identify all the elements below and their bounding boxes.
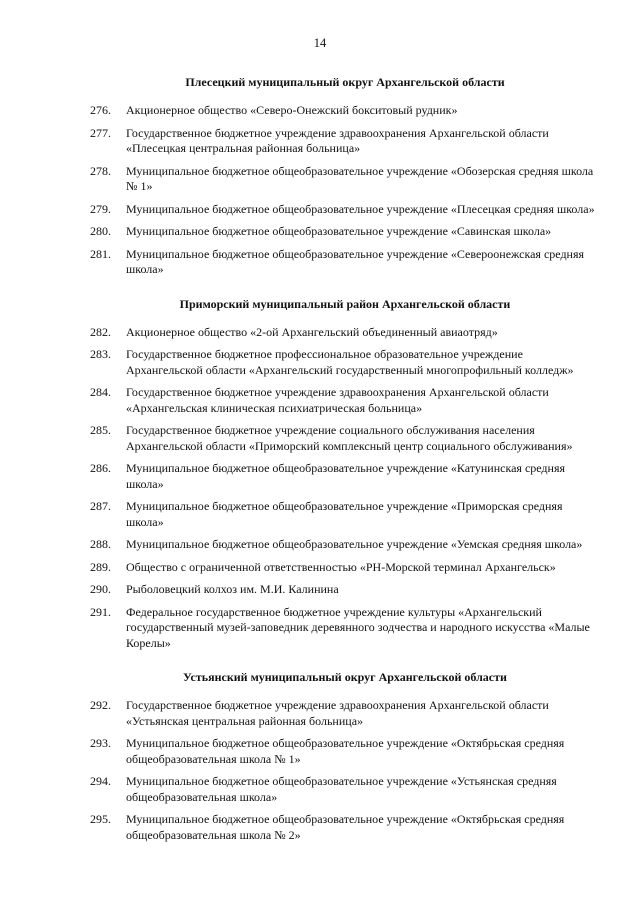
item-number: 285. bbox=[90, 423, 111, 437]
item-text: Федеральное государственное бюджетное учреждение культуры «Архангельский государственный музей-заповедник деревянного зодчества и народного искусства «Малые Корелы» bbox=[126, 604, 590, 650]
item-number: 286. bbox=[90, 461, 111, 475]
item-number: 288. bbox=[90, 537, 111, 551]
section-ustyansky bbox=[90, 669, 600, 843]
list-item bbox=[90, 423, 600, 454]
item-number: 287. bbox=[90, 499, 111, 513]
section-primorsky bbox=[90, 296, 600, 652]
list-item bbox=[90, 224, 600, 240]
item-text: Акционерное общество «2-ой Архангельский объединенный авиаотряд» bbox=[126, 324, 498, 339]
item-text: Государственное бюджетное учреждение здравоохранения Архангельской области «Устьянская центральная районная больница» bbox=[126, 698, 549, 728]
item-number: 279. bbox=[90, 201, 111, 216]
item-number: 290. bbox=[90, 582, 111, 596]
item-number: 293. bbox=[90, 736, 111, 750]
item-number: 276. bbox=[90, 103, 111, 117]
list-item bbox=[90, 537, 600, 553]
item-number: 295. bbox=[90, 812, 111, 826]
document-content bbox=[90, 74, 600, 861]
item-text: Муниципальное бюджетное общеобразовательное учреждение «Уемская средняя школа» bbox=[126, 537, 583, 551]
list-item bbox=[90, 560, 600, 576]
item-text: Муниципальное бюджетное общеобразовательное учреждение «Плесецкая средняя школа» bbox=[126, 201, 595, 216]
item-text: Муниципальное бюджетное общеобразовательное учреждение «Североонежская средняя школа» bbox=[126, 246, 585, 276]
item-text: Рыболовецкий колхоз им. М.И. Калинина bbox=[126, 582, 339, 596]
list-item bbox=[90, 605, 600, 652]
list-item bbox=[90, 202, 600, 218]
list-item bbox=[90, 499, 600, 530]
list-item bbox=[90, 347, 600, 378]
item-text: Муниципальное бюджетное общеобразовательное учреждение «Устьянская средняя общеобразовательная школа» bbox=[126, 774, 557, 804]
section-plesetsk bbox=[90, 74, 600, 278]
list-item bbox=[90, 325, 600, 341]
list-item bbox=[90, 812, 600, 843]
item-number: 283. bbox=[90, 347, 111, 361]
section-heading: Плесецкий муниципальный округ Архангельской области bbox=[185, 75, 505, 89]
item-text: Общество с ограниченной ответственностью «РН-Морской терминал Архангельск» bbox=[126, 559, 556, 574]
item-text: Муниципальное бюджетное общеобразовательное учреждение «Октябрьская средняя общеобразовательная школа № 2» bbox=[126, 812, 565, 842]
list-item bbox=[90, 103, 600, 119]
section-heading: Устьянский муниципальный округ Архангельской области bbox=[183, 670, 507, 684]
page-number: 14 bbox=[313, 36, 327, 50]
section-heading: Приморский муниципальный район Архангельской области bbox=[179, 296, 511, 311]
list-item bbox=[90, 736, 600, 767]
list-item bbox=[90, 774, 600, 805]
item-text: Государственное бюджетное учреждение здравоохранения Архангельской области «Архангельская клиническая психиатрическая больница» bbox=[126, 385, 549, 415]
item-number: 277. bbox=[90, 125, 111, 140]
item-number: 281. bbox=[90, 246, 111, 261]
item-number: 280. bbox=[90, 224, 111, 238]
item-text: Акционерное общество «Северо-Онежский бокситовый рудник» bbox=[126, 103, 458, 117]
item-text: Муниципальное бюджетное общеобразовательное учреждение «Савинская школа» bbox=[126, 224, 552, 238]
list-item bbox=[90, 126, 600, 157]
list-item bbox=[90, 385, 600, 416]
list-item bbox=[90, 582, 600, 598]
list-item bbox=[90, 461, 600, 492]
item-text: Муниципальное бюджетное общеобразовательное учреждение «Октябрьская средняя общеобразовательная школа № 1» bbox=[126, 736, 565, 766]
item-number: 278. bbox=[90, 163, 111, 178]
item-text: Муниципальное бюджетное общеобразовательное учреждение «Катунинская средняя школа» bbox=[126, 461, 566, 491]
item-number: 282. bbox=[90, 324, 111, 339]
item-text: Государственное бюджетное учреждение здравоохранения Архангельской области «Плесецкая центральная районная больница» bbox=[126, 125, 549, 155]
item-number: 284. bbox=[90, 385, 111, 399]
list-item bbox=[90, 698, 600, 729]
item-number: 292. bbox=[90, 698, 111, 712]
item-text: Муниципальное бюджетное общеобразовательное учреждение «Обозерская средняя школа № 1» bbox=[126, 163, 594, 193]
item-number: 294. bbox=[90, 774, 111, 788]
item-number: 289. bbox=[90, 559, 111, 574]
item-text: Государственное бюджетное профессиональное образовательное учреждение Архангельской области «Архангельский государственный многопрофильный колледж» bbox=[126, 347, 574, 377]
item-number: 291. bbox=[90, 604, 111, 619]
list-item bbox=[90, 247, 600, 278]
list-item bbox=[90, 164, 600, 195]
item-text: Государственное бюджетное учреждение социального обслуживания населения Архангельской области «Приморский комплексный центр социального обслуживания» bbox=[126, 423, 573, 453]
item-text: Муниципальное бюджетное общеобразовательное учреждение «Приморская средняя школа» bbox=[126, 499, 563, 529]
